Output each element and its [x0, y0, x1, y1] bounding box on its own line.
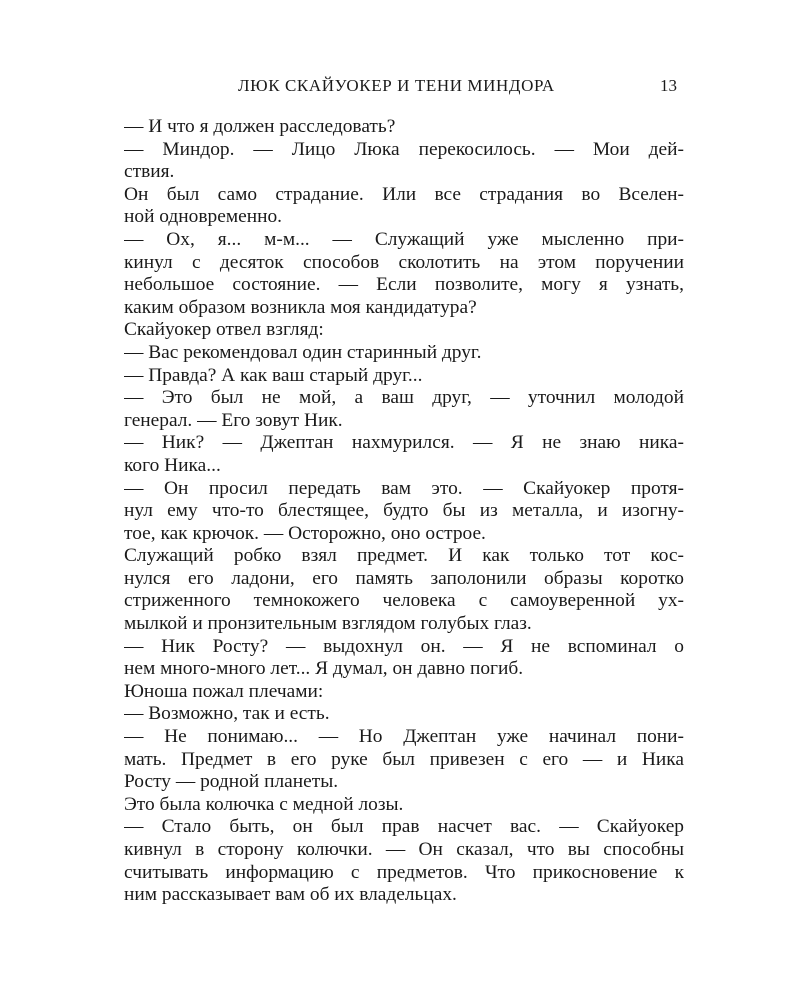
text-line: нулся его ладони, его память заполонили образы коротко: [124, 567, 684, 589]
text-line: ной одновременно.: [124, 206, 283, 228]
text-line: считывать информацию с предметов. Что прикосновение к: [124, 861, 684, 883]
text-line: — И что я должен расследовать?: [124, 116, 396, 137]
text-line: — Стало быть, он был прав насчет вас. — Скайуокер: [124, 816, 684, 838]
text-line: мать. Предмет в его руке был привезен с его — и Ника: [124, 748, 684, 770]
running-title: ЛЮК СКАЙУОКЕР И ТЕНИ МИНДОРА: [238, 76, 555, 95]
text-line: — Вас рекомендовал один старинный друг.: [124, 341, 482, 363]
text-line: стриженного темнокожего человека с самоуверенной ух-: [124, 590, 684, 612]
text-line: каким образом возникла моя кандидатура?: [124, 296, 477, 318]
text-line: — Ник Росту? — выдохнул он. — Я не вспоминал о: [124, 635, 684, 657]
text-line: Скайуокер отвел взгляд:: [124, 319, 324, 341]
text-line: — Ох, я... м-м... — Служащий уже мысленно при-: [124, 228, 684, 250]
text-line: нул ему что-то блестящее, будто бы из металла, и изогну-: [124, 500, 684, 522]
text-line: — Не понимаю... — Но Джептан уже начинал пони-: [124, 726, 684, 748]
text-line: Он был само страдание. Или все страдания во Вселен-: [124, 183, 684, 205]
text-line: — Ник? — Джептан нахмурился. — Я не знаю ника-: [124, 432, 684, 454]
body-text: [124, 116, 684, 907]
text-line: мылкой и пронзительным взглядом голубых глаз.: [124, 613, 532, 635]
text-line: нем много-много лет... Я думал, он давно погиб.: [124, 658, 524, 680]
text-line: Служащий робко взял предмет. И как только тот кос-: [124, 545, 684, 567]
text-line: небольшое состояние. — Если позволите, могу я узнать,: [124, 274, 684, 296]
text-line: кивнул в сторону колючки. — Он сказал, что вы способны: [124, 839, 684, 860]
page-number: 13: [660, 76, 677, 95]
text-line: ним рассказывает вам об их владельцах.: [124, 884, 457, 906]
text-line: кинул с десяток способов сколотить на этом поручении: [124, 251, 684, 273]
text-line: — Он просил передать вам это. — Скайуокер протя-: [124, 477, 684, 499]
running-head: [0, 76, 800, 100]
text-line: ствия.: [124, 161, 175, 183]
text-line: Это была колючка с медной лозы.: [124, 793, 404, 815]
text-line: — Миндор. — Лицо Люка перекосилось. — Мои дей-: [124, 138, 684, 160]
text-line: Росту — родной планеты.: [124, 771, 339, 793]
text-line: кого Ника...: [124, 454, 221, 476]
text-line: — Это был не мой, а ваш друг, — уточнил молодой: [124, 387, 684, 409]
text-line: тое, как крючок. — Осторожно, оно острое.: [124, 522, 486, 544]
text-line: Юноша пожал плечами:: [124, 680, 324, 702]
text-line: — Правда? А как ваш старый друг...: [124, 364, 423, 386]
text-line: — Возможно, так и есть.: [124, 703, 330, 725]
text-line: генерал. — Его зовут Ник.: [124, 409, 343, 431]
